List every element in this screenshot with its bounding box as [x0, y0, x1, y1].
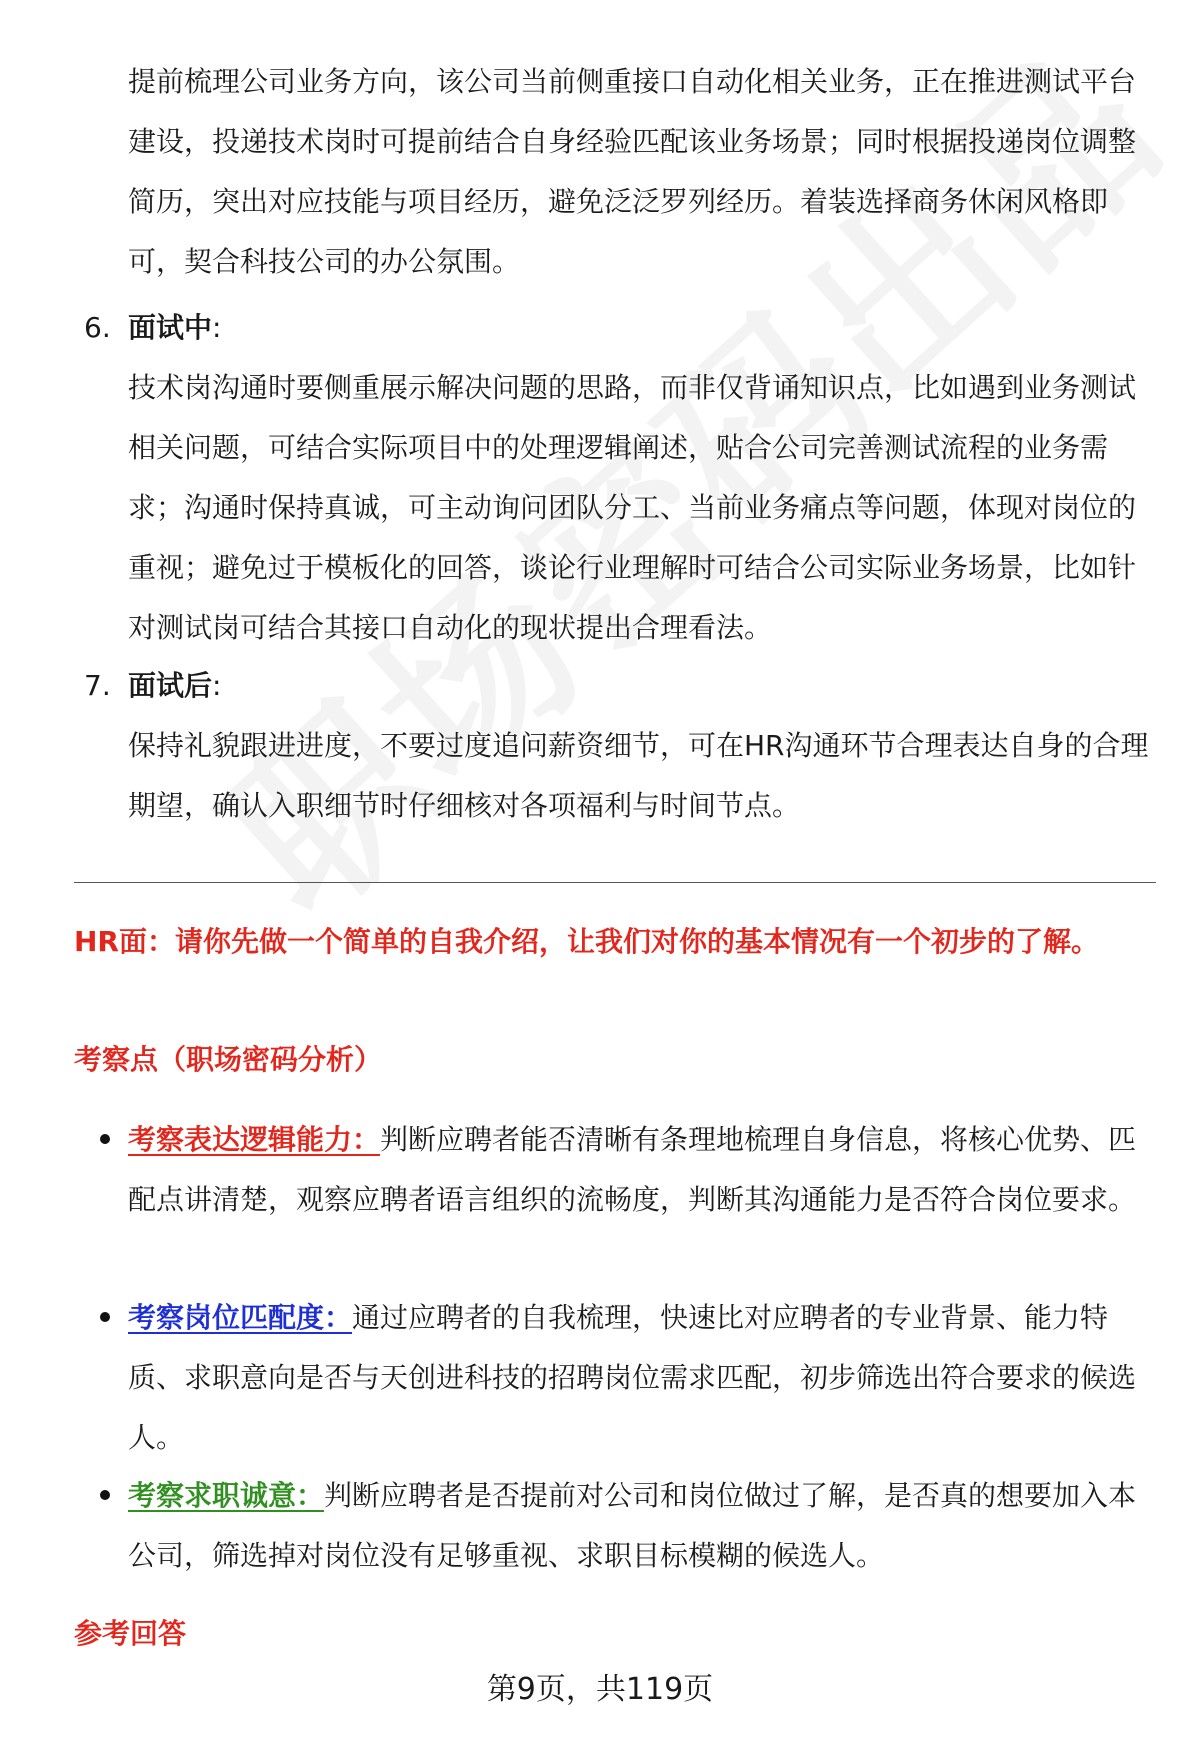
list-item-number: 6. [84, 311, 111, 344]
bullet-text: 判断应聘者是否提前对公司和岗位做过了解，是否真的想要加入本公司，筛选掉对岗位没有足够重视、求职目标模糊的候选人。 [128, 1479, 1137, 1572]
bullet-dot [100, 1312, 110, 1322]
bullet-item [128, 1466, 1158, 1586]
page-footer: 第9页，共119页 [486, 1672, 714, 1707]
section-divider [74, 882, 1156, 883]
interview-question: HR面：请你先做一个简单的自我介绍，让我们对你的基本情况有一个初步的了解。 [74, 925, 1099, 958]
list-item-colon: : [212, 311, 222, 344]
bullet-text: 判断应聘者能否清晰有条理地梳理自身信息，将核心优势、匹配点讲清楚，观察应聘者语言组织的流畅度，判断其沟通能力是否符合岗位要求。 [128, 1123, 1137, 1216]
list-item-6-paragraph: 技术岗沟通时要侧重展示解决问题的思路，而非仅背诵知识点，比如遇到业务测试相关问题，可结合实际项目中的处理逻辑阐述，贴合公司完善测试流程的业务需求；沟通时保持真诚，可主动询问团队分工、当前业务痛点等问题，体现对岗位的重视；避免过于模板化的回答，谈论行业理解时可结合公司实际业务场景，比如针对测试岗可结合其接口自动化的现状提出合理看法。 [128, 371, 1137, 644]
intro-paragraph: 提前梳理公司业务方向，该公司当前侧重接口自动化相关业务，正在推进测试平台建设，投递技术岗时可提前结合自身经验匹配该业务场景；同时根据投递岗位调整简历，突出对应技能与项目经历，避免泛泛罗列经历。着装选择商务休闲风格即可，契合科技公司的办公氛围。 [128, 65, 1137, 278]
answer-heading: 参考回答 [74, 1617, 187, 1650]
list-item-title: 面试后 [128, 669, 213, 702]
list-item-colon: : [212, 669, 222, 702]
bullet-text: 通过应聘者的自我梳理，快速比对应聘者的专业背景、能力特质、求职意向是否与天创进科技的招聘岗位需求匹配，初步筛选出符合要求的候选人。 [128, 1301, 1137, 1454]
list-item-7-paragraph: 保持礼貌跟进进度，不要过度追问薪资细节，可在HR沟通环节合理表达自身的合理期望，确认入职细节时仔细核对各项福利与时间节点。 [128, 729, 1149, 822]
bullet-keyword: 考察求职诚意： [128, 1479, 325, 1512]
bullet-dot [100, 1490, 110, 1500]
bullet-item [128, 1110, 1158, 1230]
list-item-title: 面试中 [128, 311, 213, 344]
bullet-dot [100, 1134, 110, 1144]
list-item-number: 7. [84, 669, 111, 702]
list-item-6-heading [84, 298, 221, 358]
bullet-keyword: 考察表达逻辑能力： [128, 1123, 381, 1156]
bullet-item [128, 1288, 1158, 1468]
analysis-heading: 考察点（职场密码分析） [74, 1043, 383, 1076]
bullet-keyword: 考察岗位匹配度： [128, 1301, 353, 1334]
list-item-7-heading [84, 656, 221, 716]
